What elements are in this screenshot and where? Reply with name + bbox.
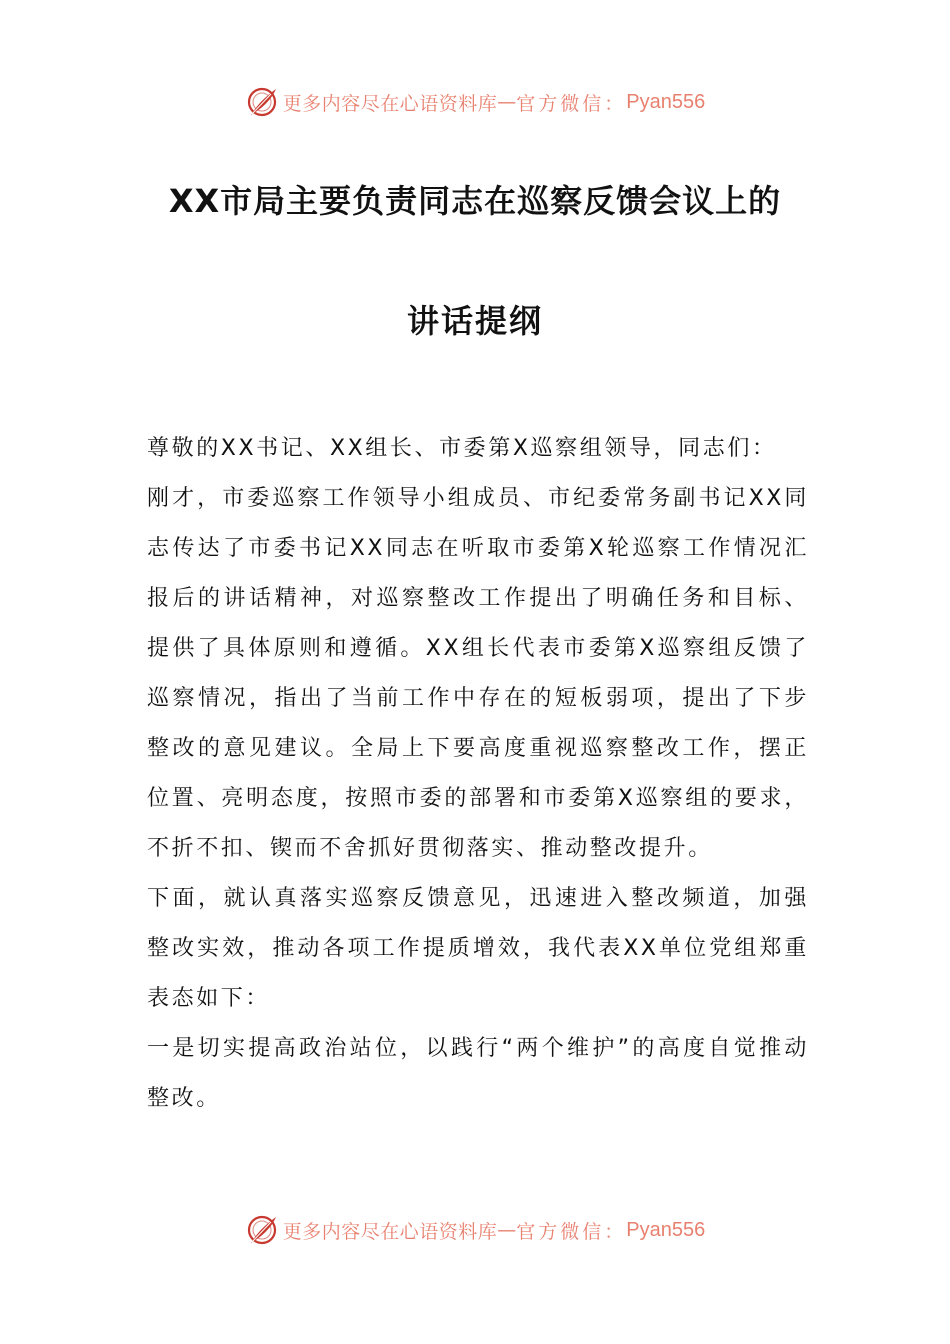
wechat-label: 官方微信： [516, 1220, 627, 1243]
brand-name: 更多内容尽在心语资料库 [282, 1220, 498, 1243]
body-paragraph: 下面，就认真落实巡察反馈意见，迅速进入整改频道，加强整改实效，推动各项工作提质增效，我代表XX单位党组郑重表态如下： [147, 886, 809, 1011]
brand-separator: — [497, 1219, 517, 1241]
wechat-label: 官方微信： [516, 92, 627, 115]
brand-name: 更多内容尽在心语资料库 [282, 92, 498, 115]
document-body [147, 424, 809, 1124]
footer-watermark [0, 1210, 950, 1250]
header-watermark [0, 82, 950, 122]
salutation-paragraph: 尊敬的XX书记、XX组长、市委第X巡察组领导，同志们： [147, 436, 777, 461]
body-paragraph: 刚才，市委巡察工作领导小组成员、市纪委常务副书记XX同志传达了市委书记XX同志在听取市委第X轮巡察工作情况汇报后的讲话精神，对巡察整改工作提出了明确任务和目标、提供了具体原则和遵循。XX组长代表市委第X巡察组反馈了巡察情况，指出了当前工作中存在的短板弱项，提出了下步整改的意见建议。全局上下要高度重视巡察整改工作，摆正位置、亮明态度，按照市委的部署和市委第X巡察组的要求，不折不扣、锲而不舍抓好贯彻落实、推动整改提升。 [147, 486, 809, 861]
body-paragraph: 一是切实提高政治站位，以践行“两个维护”的高度自觉推动整改。 [147, 1036, 809, 1111]
wechat-id: Pyan556 [626, 90, 706, 113]
wechat-id: Pyan556 [626, 1218, 706, 1241]
brand-separator: — [497, 91, 517, 113]
document-title-line-2: 讲话提纲 [406, 302, 543, 340]
feather-pen-circle-icon [245, 85, 279, 119]
feather-pen-circle-icon [245, 1213, 279, 1247]
document-title-line-1: XX市局主要负责同志在巡察反馈会议上的 [168, 182, 782, 220]
